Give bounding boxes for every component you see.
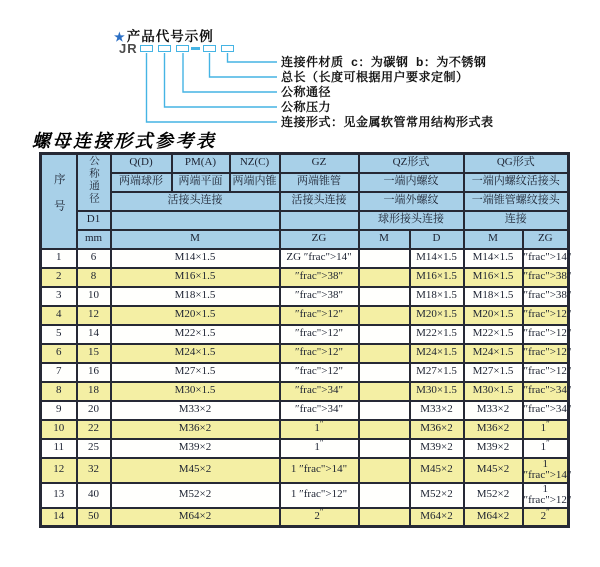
cell-qz-d: M45×2 xyxy=(410,458,464,483)
header-ends-nzc: 两端内锥 xyxy=(230,173,280,192)
table-row xyxy=(41,268,569,287)
cell-qg-m: M27×1.5 xyxy=(464,363,523,382)
cell-qg-m: M39×2 xyxy=(464,439,523,458)
header-thread-qz-m: M xyxy=(359,230,410,249)
cell-m-thread: M64×2 xyxy=(111,508,280,527)
cell-serial: 9 xyxy=(41,401,77,420)
header-thread-zg: ZG xyxy=(280,230,359,249)
cell-dn: 8 xyxy=(77,268,111,287)
header-joint-qz: 一端外螺纹 xyxy=(359,192,464,211)
table-body xyxy=(41,249,572,527)
cell-dn: 32 xyxy=(77,458,111,483)
cell-qg-zg: ″frac">34" xyxy=(523,382,569,401)
cell-serial: 3 xyxy=(41,287,77,306)
cell-gz-thread: ″frac">34" xyxy=(280,382,359,401)
cell-qz-d: M22×1.5 xyxy=(410,325,464,344)
table-row xyxy=(41,382,569,401)
cell-gz-thread: ″frac">12" xyxy=(280,325,359,344)
cell-qz-d: M24×1.5 xyxy=(410,344,464,363)
table-row xyxy=(41,401,569,420)
cell-qg-m: M22×1.5 xyxy=(464,325,523,344)
cell-gz-thread: 1 ″frac">14" xyxy=(280,458,359,483)
cell-serial: 12 xyxy=(41,458,77,483)
cell-serial: 1 xyxy=(41,249,77,268)
table-title: 螺母连接形式参考表 xyxy=(32,131,217,151)
cell-m-thread: M16×1.5 xyxy=(111,268,280,287)
cell-qz-d: M39×2 xyxy=(410,439,464,458)
header-thread-m: M xyxy=(111,230,280,249)
cell-qz-m xyxy=(359,344,410,363)
product-code-heading-text: 产品代号示例 xyxy=(126,29,214,44)
cell-serial: 6 xyxy=(41,344,77,363)
cell-dn: 16 xyxy=(77,363,111,382)
header-connection-qz: 球形接头连接 xyxy=(359,211,464,230)
cell-qg-m: M16×1.5 xyxy=(464,268,523,287)
header-type-qg: QG形式 xyxy=(464,154,569,173)
header-thread-qg-m: M xyxy=(464,230,523,249)
cell-qz-d: M30×1.5 xyxy=(410,382,464,401)
cell-dn: 10 xyxy=(77,287,111,306)
cell-qg-m: M14×1.5 xyxy=(464,249,523,268)
cell-gz-thread: 1 ″frac">12" xyxy=(280,483,359,508)
header-type-qd: Q(D) xyxy=(111,154,172,173)
cell-qz-m xyxy=(359,382,410,401)
cell-gz-thread: ZG ″frac">14" xyxy=(280,249,359,268)
table-header xyxy=(41,154,569,249)
cell-qg-zg: 1 ″frac">14" xyxy=(523,457,572,482)
cell-qz-m xyxy=(359,439,410,458)
cell-qg-zg: ″frac">12" xyxy=(523,325,569,344)
cell-qz-m xyxy=(359,363,410,382)
table-row xyxy=(41,483,569,508)
cell-gz-thread: ″frac">34" xyxy=(280,401,359,420)
cell-qz-m xyxy=(359,508,410,527)
header-serial: 序号 xyxy=(41,154,77,249)
cell-qg-zg: 2″ xyxy=(523,508,569,527)
cell-qg-m: M52×2 xyxy=(464,483,523,508)
cell-m-thread: M33×2 xyxy=(111,401,280,420)
cell-qg-zg: 1″ xyxy=(523,439,569,458)
table-row xyxy=(41,344,569,363)
header-type-qz: QZ形式 xyxy=(359,154,464,173)
cell-qg-zg: ″frac">12" xyxy=(523,344,569,363)
cell-qz-d: M14×1.5 xyxy=(410,249,464,268)
header-unit-mm: mm xyxy=(77,230,111,249)
cell-m-thread: M52×2 xyxy=(111,483,280,508)
cell-qz-m xyxy=(359,268,410,287)
header-ends-gz: 两端锥管 xyxy=(280,173,359,192)
cell-m-thread: M30×1.5 xyxy=(111,382,280,401)
cell-serial: 8 xyxy=(41,382,77,401)
cell-qg-m: M20×1.5 xyxy=(464,306,523,325)
cell-m-thread: M18×1.5 xyxy=(111,287,280,306)
cell-dn: 25 xyxy=(77,439,111,458)
cell-serial: 14 xyxy=(41,508,77,527)
cell-m-thread: M20×1.5 xyxy=(111,306,280,325)
cell-gz-thread: ″frac">12" xyxy=(280,306,359,325)
cell-m-thread: M39×2 xyxy=(111,439,280,458)
cell-qz-m xyxy=(359,287,410,306)
cell-serial: 2 xyxy=(41,268,77,287)
cell-qg-zg: ″frac">14" xyxy=(523,249,569,268)
cell-qz-d: M52×2 xyxy=(410,483,464,508)
cell-qz-d: M16×1.5 xyxy=(410,268,464,287)
table-row xyxy=(41,363,569,382)
header-joint-qg: 一端锥管螺纹接头 xyxy=(464,192,569,211)
cell-m-thread: M36×2 xyxy=(111,420,280,439)
cell-gz-thread: ″frac">38" xyxy=(280,268,359,287)
header-type-pma: PM(A) xyxy=(172,154,230,173)
label-connector-material: 连接件材质 c：为碳钢 b：为不锈钢 xyxy=(281,55,487,69)
cell-m-thread: M24×1.5 xyxy=(111,344,280,363)
cell-qg-m: M30×1.5 xyxy=(464,382,523,401)
cell-qz-m xyxy=(359,420,410,439)
cell-qg-m: M24×1.5 xyxy=(464,344,523,363)
table-row xyxy=(41,287,569,306)
cell-qg-zg: ″frac">12" xyxy=(523,363,569,382)
cell-dn: 6 xyxy=(77,249,111,268)
cell-qz-d: M18×1.5 xyxy=(410,287,464,306)
cell-qz-m xyxy=(359,458,410,483)
label-connection-form: 连接形式：见金属软管常用结构形式表 xyxy=(281,115,494,129)
table-row xyxy=(41,439,569,458)
cell-m-thread: M27×1.5 xyxy=(111,363,280,382)
cell-qz-d: M64×2 xyxy=(410,508,464,527)
cell-qz-d: M20×1.5 xyxy=(410,306,464,325)
cell-serial: 7 xyxy=(41,363,77,382)
cell-qg-m: M33×2 xyxy=(464,401,523,420)
header-joint-gz: 活接头连接 xyxy=(280,192,359,211)
cell-qg-m: M64×2 xyxy=(464,508,523,527)
cell-serial: 5 xyxy=(41,325,77,344)
header-ends-qg: 一端内螺纹活接头 xyxy=(464,173,569,192)
cell-dn: 22 xyxy=(77,420,111,439)
cell-qg-m: M36×2 xyxy=(464,420,523,439)
cell-gz-thread: ″frac">38" xyxy=(280,287,359,306)
cell-serial: 10 xyxy=(41,420,77,439)
header-ends-pma: 两端平面 xyxy=(172,173,230,192)
cell-dn: 40 xyxy=(77,483,111,508)
cell-qg-zg: ″frac">12" xyxy=(523,306,569,325)
cell-dn: 12 xyxy=(77,306,111,325)
header-ends-qz: 一端内螺纹 xyxy=(359,173,464,192)
cell-qz-m xyxy=(359,401,410,420)
cell-qz-m xyxy=(359,249,410,268)
cell-qz-d: M36×2 xyxy=(410,420,464,439)
cell-gz-thread: 1″ xyxy=(280,439,359,458)
cell-qz-m xyxy=(359,483,410,508)
cell-qg-m: M18×1.5 xyxy=(464,287,523,306)
table-row xyxy=(41,249,569,268)
cell-qz-m xyxy=(359,306,410,325)
cell-qz-d: M27×1.5 xyxy=(410,363,464,382)
cell-qg-zg: ″frac">34" xyxy=(523,401,569,420)
cell-m-thread: M14×1.5 xyxy=(111,249,280,268)
header-blank-gz xyxy=(280,211,359,230)
cell-serial: 13 xyxy=(41,483,77,508)
header-thread-qg-zg: ZG xyxy=(523,230,569,249)
cell-gz-thread: ″frac">12" xyxy=(280,344,359,363)
cell-serial: 4 xyxy=(41,306,77,325)
cell-dn: 50 xyxy=(77,508,111,527)
header-nominal-diameter: 公称通径 xyxy=(77,154,111,211)
label-nominal-diameter: 公称通径 xyxy=(281,85,332,99)
cell-qz-d: M33×2 xyxy=(410,401,464,420)
header-thread-qz-d: D xyxy=(410,230,464,249)
star-icon: ★ xyxy=(114,30,126,44)
cell-qg-zg: ″frac">38" xyxy=(523,268,569,287)
header-type-nzc: NZ(C) xyxy=(230,154,280,173)
cell-gz-thread: 2″ xyxy=(280,508,359,527)
cell-qg-zg: ″frac">38" xyxy=(523,287,569,306)
cell-serial: 11 xyxy=(41,439,77,458)
header-ends-qd: 两端球形 xyxy=(111,173,172,192)
cell-m-thread: M22×1.5 xyxy=(111,325,280,344)
table-row xyxy=(41,306,569,325)
header-joint-union: 活接头连接 xyxy=(111,192,280,211)
table-row xyxy=(41,458,569,483)
header-blank-left xyxy=(111,211,280,230)
cell-qg-m: M45×2 xyxy=(464,458,523,483)
cell-dn: 15 xyxy=(77,344,111,363)
cell-gz-thread: 1″ xyxy=(280,420,359,439)
cell-dn: 14 xyxy=(77,325,111,344)
nut-connection-table xyxy=(39,152,570,528)
table-row xyxy=(41,508,569,527)
cell-qg-zg: 1 ″frac">12" xyxy=(523,482,572,507)
cell-dn: 18 xyxy=(77,382,111,401)
cell-dn: 20 xyxy=(77,401,111,420)
cell-qz-m xyxy=(359,325,410,344)
header-type-gz: GZ xyxy=(280,154,359,173)
header-connection-qg: 连接 xyxy=(464,211,569,230)
table-row xyxy=(41,420,569,439)
cell-qg-zg: 1″ xyxy=(523,420,569,439)
cell-gz-thread: ″frac">12" xyxy=(280,363,359,382)
table-row xyxy=(41,325,569,344)
code-prefix: JR xyxy=(119,41,138,56)
header-d1: D1 xyxy=(77,211,111,230)
label-nominal-pressure: 公称压力 xyxy=(281,100,332,114)
label-total-length: 总长（长度可根据用户要求定制） xyxy=(281,70,469,84)
cell-m-thread: M45×2 xyxy=(111,458,280,483)
